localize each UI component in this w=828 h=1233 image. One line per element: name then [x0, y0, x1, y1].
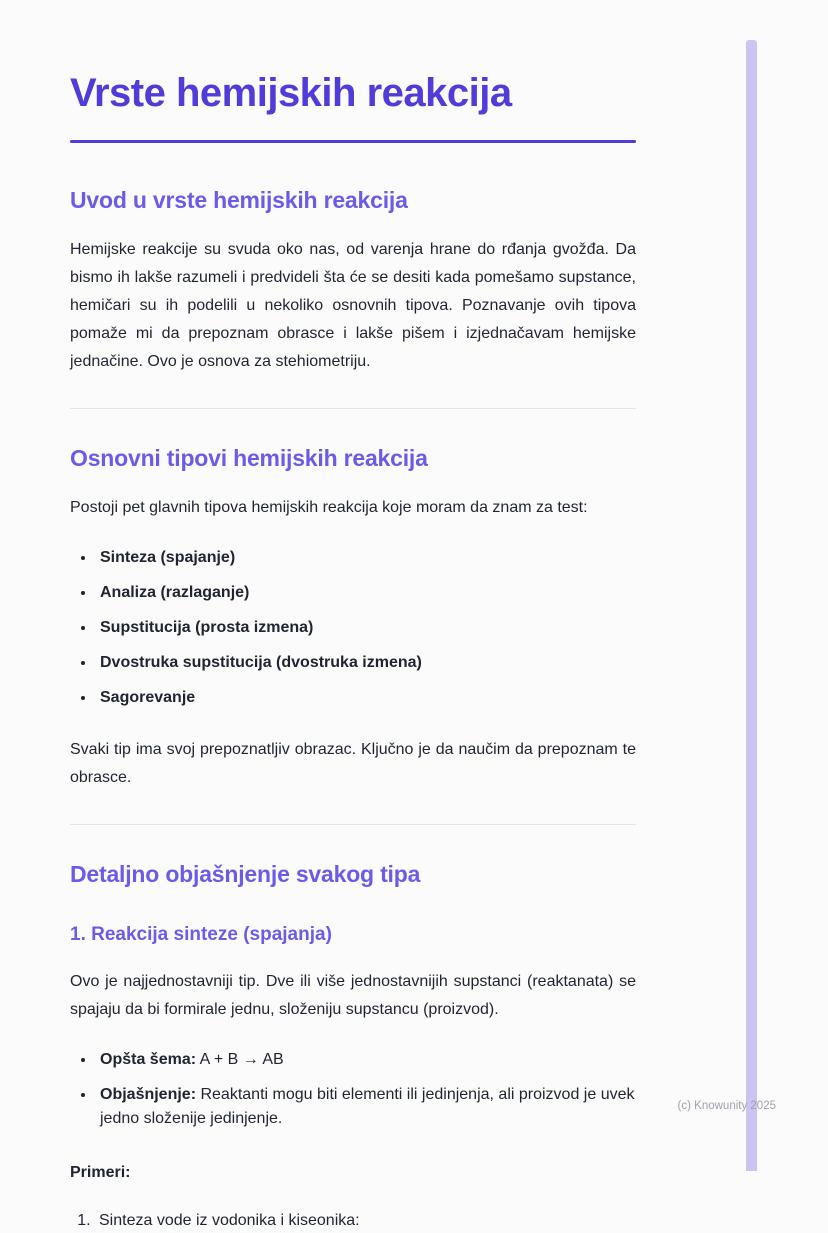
- document-content: [70, 70, 636, 1233]
- examples-list: [70, 1209, 636, 1233]
- bold-lead-opsta-sema: Opšta šema:: [100, 1051, 197, 1068]
- list-item-sagorevanje: • Sagorevanje: [96, 686, 636, 710]
- page-title: Vrste hemijskih reakcija: [70, 71, 512, 115]
- types-outro-paragraph: Svaki tip ima svoj prepoznatljiv obrazac. Ključno je da naučim da prepoznam te obrasce.: [70, 741, 636, 786]
- section-divider: [70, 824, 636, 825]
- section-heading-detaljno: Detaljno objašnjenje svakog tipa: [70, 861, 421, 887]
- subsection-heading-sinteza: 1. Reakcija sinteze (spajanja): [70, 924, 332, 945]
- title-underline-rule: [70, 140, 636, 143]
- types-intro-paragraph: Postoji pet glavnih tipova hemijskih reakcija koje moram da znam za test:: [70, 499, 588, 516]
- section-heading-uvod: Uvod u vrste hemijskih reakcija: [70, 187, 408, 213]
- list-item-text: Reaktanti mogu biti elementi ili jedinjenja, ali proizvod je uvek jedno složenije jedinjenje.: [100, 1086, 635, 1127]
- list-item-analiza: • Analiza (razlaganje): [96, 581, 636, 605]
- copyright-footer: (c) Knowunity 2025: [677, 1100, 776, 1112]
- section-heading-osnovni-tipovi: Osnovni tipovi hemijskih reakcija: [70, 445, 428, 471]
- sinteza-paragraph: Ovo je najjednostavniji tip. Dve ili više jednostavnijih supstanci (reaktanata) se spajaju da bi formirale jednu, složeniju supstancu (proizvod).: [70, 973, 636, 1018]
- section-divider: [70, 408, 636, 409]
- page-edge-accent-bar: [746, 40, 757, 1171]
- example-item-sinteza-vode: 1. Sinteza vode iz vodonika i kiseonika:: [95, 1209, 636, 1233]
- list-item-opsta-sema: [96, 1048, 636, 1072]
- bold-lead-objasnjenje: Objašnjenje:: [100, 1086, 197, 1103]
- list-item-objasnjenje: [96, 1083, 636, 1131]
- examples-label: Primeri:: [70, 1164, 131, 1181]
- intro-paragraph: Hemijske reakcije su svuda oko nas, od varenja hrane do rđanja gvožđa. Da bismo ih lakše razumeli i predvideli šta će se desiti kada pomešamo supstance, hemičari su ih podelili u nekoliko osnovnih tipova. Poznavanje ovih tipova pomaže mi da prepoznam obrasce i lakše pišem i izjednačavam hemijske jednačine. Ovo je osnova za stehiometriju.: [70, 241, 636, 370]
- list-item-text: A + B → AB: [196, 1051, 284, 1068]
- list-item-sinteza: • Sinteza (spajanje): [96, 546, 636, 570]
- list-item-dvostruka-supstitucija: • Dvostruka supstitucija (dvostruka izmena): [96, 651, 636, 675]
- reaction-types-list: [70, 546, 636, 710]
- sinteza-detail-list: [70, 1048, 636, 1131]
- list-item-supstitucija: • Supstitucija (prosta izmena): [96, 616, 636, 640]
